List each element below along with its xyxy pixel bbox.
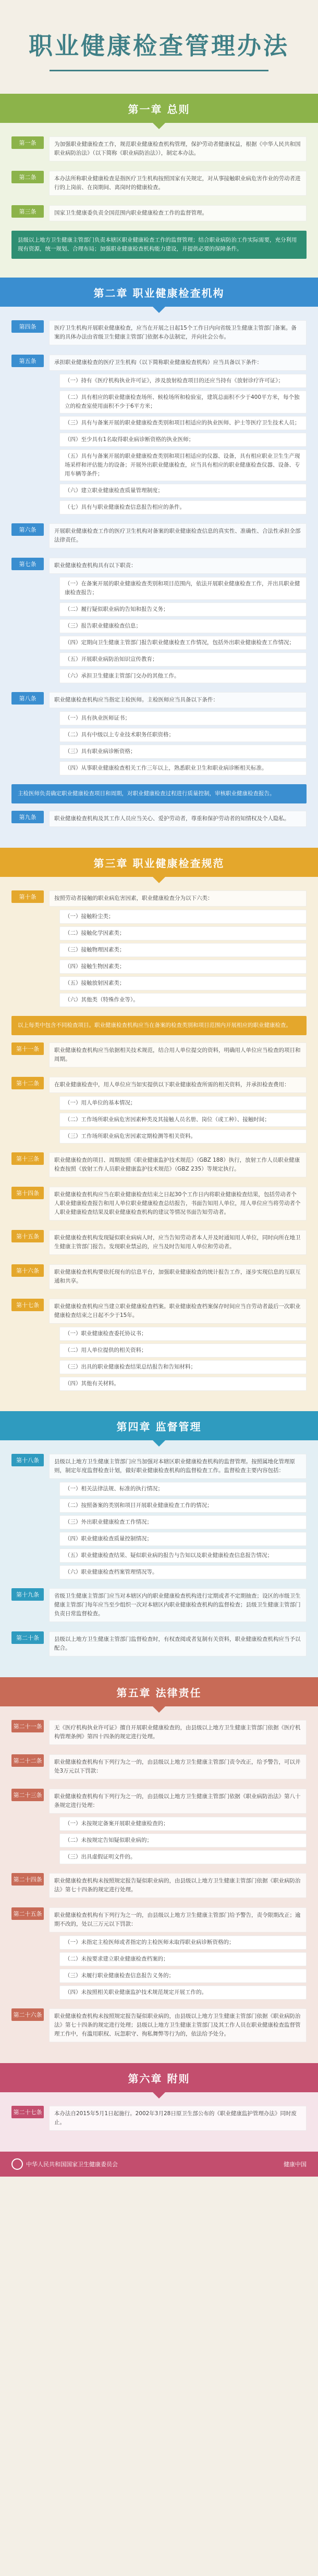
- article-list-item: （六）建立职业健康检查质量管理制度；: [59, 484, 307, 498]
- article: [11, 171, 307, 199]
- article: [11, 1588, 307, 1625]
- article-number-label: 第七条: [11, 558, 44, 570]
- article-body: [49, 1187, 307, 1224]
- article: [11, 1299, 307, 1393]
- article-list-item: （三）工作场所职业病危害因素定期检测等相关资料。: [59, 1129, 307, 1144]
- article: [11, 136, 307, 165]
- article-list-item: （二）履行疑似职业病的告知和报告义务；: [59, 602, 307, 617]
- article-number-label: 第十九条: [11, 1588, 44, 1601]
- article-list-item: （四）定期向卫生健康主管部门报告职业健康检查工作情况，包括外出职业健康检查工作情况；: [59, 636, 307, 650]
- article-body: [49, 1907, 307, 2002]
- article-paragraph: 职业健康检查机构有下列行为之一的，由县级以上地方卫生健康主管部门给予警告，责令限期改正；逾期不改的，处以三万元以下罚款：: [49, 1907, 307, 1932]
- chapter-banner: 第六章 附则: [0, 2063, 318, 2092]
- article-list-item: （六）承担卫生健康主管部门交办的其他工作。: [59, 669, 307, 683]
- article-paragraph: 省级卫生健康主管部门应当对本辖区内的职业健康检查机构进行定期或者不定期抽查；设区的市级卫生健康主管部门每年应当至少组织一次对本辖区内职业健康检查机构的监督检查；县级卫生健康主管部门负责日常监督检查。: [49, 1588, 307, 1622]
- article: [11, 890, 307, 1010]
- article-number-label: 第十四条: [11, 1187, 44, 1199]
- article-paragraph: 承担职业健康检查的医疗卫生机构（以下简称职业健康检查机构）应当具备以下条件：: [49, 355, 307, 371]
- article: [11, 811, 307, 830]
- article-body: [49, 558, 307, 686]
- article-paragraph: 职业健康检查机构有下列行为之一的，由县级以上地方卫生健康主管部门责令改正，给予警告，可以并处3万元以下罚款：: [49, 1754, 307, 1779]
- article-list-item: （六）其他类（特殊作业等）。: [59, 993, 307, 1007]
- chapter-section: [0, 1706, 318, 2063]
- chapter-section: [0, 1440, 318, 1677]
- article-number-label: 第三条: [11, 205, 44, 218]
- article-paragraph: 开展职业健康检查工作的医疗卫生机构对备案的职业健康检查信息的真实性、准确性、合法性承担全部法律责任。: [49, 523, 307, 548]
- article-paragraph: 职业健康检查机构应当建立职业健康检查档案。职业健康检查档案保存时间应当自劳动者最后一次职业健康检查结束之日起不少于15年。: [49, 1299, 307, 1324]
- article: [11, 1230, 307, 1258]
- article: [11, 1907, 307, 2002]
- article-number-label: 第十二条: [11, 1077, 44, 1089]
- article-list-item: （七）具有与职业健康检查信息报告相应的条件。: [59, 500, 307, 514]
- article-body: [49, 811, 307, 830]
- article-list-item: （三）出具的职业健康检查结果总结报告和告知材料；: [59, 1360, 307, 1374]
- article-number-label: 第九条: [11, 811, 44, 823]
- article: [11, 2008, 307, 2045]
- article: [11, 2106, 307, 2134]
- article-paragraph: 国家卫生健康委负责全国范围内职业健康检查工作的监督管理。: [49, 205, 307, 221]
- article-paragraph: 本办法所称职业健康检查是指医疗卫生机构按照国家有关规定，对从事接触职业病危害作业的劳动者进行的上岗前、在岗期间、离岗时的健康检查。: [49, 171, 307, 196]
- chapter-banner: 第四章 监督管理: [0, 1411, 318, 1440]
- article: [11, 1454, 307, 1582]
- article-paragraph: 职业健康检查机构要依托现有的信息平台，加强职业健康检查的统计报告工作，逐步实现信息的互联互通和共享。: [49, 1264, 307, 1289]
- article-list-item: （四）至少具有1名取得职业病诊断资格的执业医师；: [59, 433, 307, 447]
- chapter-banner: 第一章 总则: [0, 94, 318, 123]
- article-list-item: （三）外出职业健康检查工作情况；: [59, 1515, 307, 1529]
- article-number-label: 第八条: [11, 692, 44, 705]
- article-number-label: 第二条: [11, 171, 44, 183]
- article-list-item: （五）具有与备案开展的职业健康检查类别和项目相适应的仪器、设备，具有相应职业卫生生产现场采样和评估能力的设备；开展外出职业健康检查，应当具有相应的职业健康检查仪器、设备、专用车辆等条件；: [59, 449, 307, 481]
- article-paragraph: 本办法自2015年5月1日起施行。2002年3月28日原卫生部公布的《职业健康监护管理办法》同时废止。: [49, 2106, 307, 2131]
- article-paragraph: 职业健康检查机构有下列行为之一的，由县级以上地方卫生健康主管部门依据《职业病防治法》第八十条规定进行处理：: [49, 1789, 307, 1814]
- article-number-label: 第二十二条: [11, 1754, 44, 1767]
- article-body: [49, 1264, 307, 1292]
- article-list-item: （二）未按要求建立职业健康检查档案的；: [59, 1952, 307, 1966]
- article-paragraph: 职业健康检查机构应当依据相关技术规范，结合用人单位提交的资料，明确用人单位应当检查的项目和周期。: [49, 1042, 307, 1067]
- article-body: [49, 890, 307, 1010]
- article-list-item: （一）持有《医疗机构执业许可证》，涉及放射检查项目的还应当持有《放射诊疗许可证》；: [59, 374, 307, 388]
- article-paragraph: 医疗卫生机构开展职业健康检查，应当在开展之日起15个工作日内向省级卫生健康主管部门备案。备案的具体办法由省级卫生健康主管部门依据本办法制定，并向社会公布。: [49, 320, 307, 345]
- article: [11, 1754, 307, 1782]
- article-list-item: （一）未指定主检医师或者指定的主检医师未取得职业病诊断资格的；: [59, 1936, 307, 1950]
- footer-logo: [11, 2158, 118, 2170]
- article-number-label: 第二十四条: [11, 1873, 44, 1886]
- article-number-label: 第十六条: [11, 1264, 44, 1277]
- highlight-paragraph: 主检医师负责确定职业健康检查项目和周期，对职业健康检查过程进行质量控制，审核职业健康检查报告。: [11, 784, 307, 803]
- article-body: [49, 1042, 307, 1071]
- article-body: [49, 171, 307, 199]
- article-list-item: （二）按照备案的类别和项目开展职业健康检查工作的情况；: [59, 1499, 307, 1513]
- article-list-item: （三）报告职业健康检查信息；: [59, 619, 307, 633]
- article-paragraph: 在职业健康检查中，用人单位应当如实提供以下职业健康检查所需的相关资料，并承担检查费用：: [49, 1077, 307, 1093]
- article-number-label: 第二十三条: [11, 1789, 44, 1801]
- article-list-item: （二）具有中级以上专业技术职务任职资格；: [59, 728, 307, 742]
- article-paragraph: 职业健康检查机构发现疑似职业病病人时，应当告知劳动者本人并及时通知用人单位，同时向所在地卫生健康主管部门报告。发现职业禁忌的，应当及时告知用人单位和劳动者。: [49, 1230, 307, 1255]
- article: [11, 1264, 307, 1292]
- article-paragraph: 职业健康检查机构未按照规定报告疑似职业病的，由县级以上地方卫生健康主管部门依据《职业病防治法》第七十四条的规定进行处理；县级以上地方卫生健康主管部门及其工作人员在职业健康检查监督管理工作中，有滥用职权、玩忽职守、徇私舞弊等行为的，依法给予处分。: [49, 2008, 307, 2042]
- article-list-item: （五）开展职业病防治知识宣传教育；: [59, 652, 307, 667]
- chapter-banner: 第五章 法律责任: [0, 1677, 318, 1706]
- article-list-item: （一）接触粉尘类；: [59, 910, 307, 924]
- article-paragraph: 为加强职业健康检查工作，规范职业健康检查机构管理，保护劳动者健康权益，根据《中华人民共和国职业病防治法》（以下简称《职业病防治法》），制定本办法。: [49, 136, 307, 161]
- chapters-container: [0, 94, 318, 2152]
- highlight-paragraph: 县级以上地方卫生健康主管部门负责本辖区职业健康检查工作的监督管理；结合职业病防治工作实际需要，充分利用现有资源，统一规划、合理布局；加强职业健康检查机构能力建设，并提供必要的保障条件。: [11, 231, 307, 259]
- chapter-banner: 第三章 职业健康检查规范: [0, 848, 318, 877]
- chapter-section: [0, 123, 318, 278]
- article-list-item: （一）用人单位的基本情况；: [59, 1096, 307, 1110]
- article-paragraph: 县级以上地方卫生健康主管部门监督检查时，有权查阅或者复制有关资料，职业健康检查机构应当予以配合。: [49, 1631, 307, 1656]
- article-paragraph: 按照劳动者接触的职业病危害因素，职业健康检查分为以下六类：: [49, 890, 307, 907]
- article-body: [49, 320, 307, 348]
- article-number-label: 第十七条: [11, 1299, 44, 1311]
- article-list-item: （一）未按规定备案开展职业健康检查的；: [59, 1817, 307, 1831]
- article-number-label: 第十条: [11, 890, 44, 903]
- article-list-item: （四）接触生物因素类；: [59, 960, 307, 974]
- article: [11, 1077, 307, 1146]
- article-list-item: （三）出具虚假证明文件的。: [59, 1850, 307, 1864]
- article-paragraph: 职业健康检查的项目、周期按照《职业健康监护技术规范》（GBZ 188）执行，放射工作人员职业健康检查按照《放射工作人员职业健康监护技术规范》（GBZ 235）等规定执行。: [49, 1152, 307, 1177]
- article-list-item: （二）具有相应的职业健康检查场所、候检场所和检验室，建筑总面积不少于400平方米，每个独立的检查室使用面积不少于6平方米；: [59, 391, 307, 413]
- article-body: [49, 136, 307, 165]
- article: [11, 1631, 307, 1660]
- article-list-item: （一）具有执业医师证书；: [59, 711, 307, 725]
- article: [11, 1187, 307, 1224]
- article-paragraph: 职业健康检查机构具有以下职责：: [49, 558, 307, 574]
- article-body: [49, 523, 307, 551]
- article-body: [49, 1299, 307, 1393]
- article-number-label: 第六条: [11, 523, 44, 536]
- chapter-section: [0, 2092, 318, 2152]
- article-list-item: （三）未履行职业健康检查信息报告义务的；: [59, 1969, 307, 1983]
- article-paragraph: 无《医疗机构执业许可证》擅自开展职业健康检查的，由县级以上地方卫生健康主管部门依据《医疗机构管理条例》第四十四条的规定进行处理。: [49, 1720, 307, 1745]
- page-header: [0, 0, 318, 94]
- article-body: [49, 1720, 307, 1748]
- article-list-item: （一）职业健康检查委托协议书；: [59, 1327, 307, 1341]
- article-paragraph: 职业健康检查机构未按照规定报告疑似职业病的，由县级以上地方卫生健康主管部门依据《职业病防治法》第七十四条的规定进行处理。: [49, 1873, 307, 1898]
- article-list-item: （五）接触放射因素类；: [59, 976, 307, 990]
- article: [11, 1152, 307, 1180]
- chapter-section: [0, 877, 318, 1411]
- article-list-item: （三）具有与备案开展的职业健康检查类别和项目相适应的执业医师、护士等医疗卫生技术人员；: [59, 416, 307, 430]
- article-body: [49, 1152, 307, 1180]
- article-body: [49, 1454, 307, 1582]
- article-list-item: （四）职业健康检查质量控制情况；: [59, 1532, 307, 1546]
- article-body: [49, 1873, 307, 1901]
- article-list-item: （一）相关法律法规、标准的执行情况；: [59, 1482, 307, 1496]
- article-number-label: 第二十五条: [11, 1907, 44, 1920]
- chapter-section: [0, 307, 318, 848]
- article: [11, 355, 307, 517]
- article-paragraph: 职业健康检查机构及其工作人员应当关心、爱护劳动者，尊重和保护劳动者的知情权及个人隐私。: [49, 811, 307, 827]
- article: [11, 205, 307, 224]
- article-list-item: （三）接触物理因素类；: [59, 943, 307, 957]
- article-number-label: 第五条: [11, 355, 44, 367]
- article: [11, 1720, 307, 1748]
- article-number-label: 第一条: [11, 136, 44, 149]
- article-list-item: （四）未按照相关职业健康监护技术规范规定开展工作的。: [59, 1986, 307, 2000]
- article-number-label: 第十五条: [11, 1230, 44, 1242]
- article-list-item: （二）用人单位提供的相关资料；: [59, 1343, 307, 1358]
- title-underline: [50, 70, 268, 71]
- article-list-item: （四）从事职业健康检查相关工作三年以上，熟悉职业卫生和职业病诊断相关标准。: [59, 761, 307, 775]
- article-body: [49, 1588, 307, 1625]
- article-number-label: 第十一条: [11, 1042, 44, 1055]
- article-list-item: （二）工作场所职业病危害因素种类及其接触人员名册、岗位（或工种）、接触时间；: [59, 1113, 307, 1127]
- article-number-label: 第二十七条: [11, 2106, 44, 2118]
- article: [11, 523, 307, 551]
- article: [11, 558, 307, 686]
- article: [11, 320, 307, 348]
- article-number-label: 第四条: [11, 320, 44, 333]
- article-body: [49, 1754, 307, 1782]
- article-body: [49, 2106, 307, 2134]
- article-list-item: （六）职业健康检查档案管理情况等。: [59, 1565, 307, 1579]
- article-list-item: （二）接触化学因素类；: [59, 926, 307, 940]
- article-number-label: 第二十一条: [11, 1720, 44, 1732]
- footer-right-text: 健康中国: [284, 2161, 307, 2168]
- article-body: [49, 692, 307, 778]
- chapter-banner: 第二章 职业健康检查机构: [0, 278, 318, 307]
- article-body: [49, 2008, 307, 2045]
- article-body: [49, 1230, 307, 1258]
- article-list-item: （四）其他有关材料。: [59, 1377, 307, 1391]
- article-list-item: （一）在备案开展的职业健康检查类别和项目范围内，依法开展职业健康检查工作，并出具职业健康检查报告；: [59, 577, 307, 600]
- article-number-label: 第二十条: [11, 1631, 44, 1644]
- article-paragraph: 职业健康检查机构应当在职业健康检查结束之日起30个工作日内将职业健康检查结果，包括劳动者个人职业健康检查报告和用人单位职业健康检查总结报告，书面告知用人单位，用人单位应当将劳动者个人职业健康检查结果及职业健康检查机构的建议等情况书面告知劳动者。: [49, 1187, 307, 1221]
- footer: [0, 2152, 318, 2177]
- article-number-label: 第十八条: [11, 1454, 44, 1466]
- article-paragraph: 县级以上地方卫生健康主管部门应当加强对本辖区职业健康检查机构的监督管理。按照属地化管理原则，制定年度监督检查计划，做好职业健康检查机构的监督检查工作。监督检查主要内容包括：: [49, 1454, 307, 1479]
- article-list-item: （五）职业健康检查结果、疑似职业病的报告与告知以及职业健康检查信息报告情况；: [59, 1549, 307, 1563]
- article-paragraph: 职业健康检查机构应当指定主检医师。主检医师应当具备以下条件：: [49, 692, 307, 708]
- article: [11, 1873, 307, 1901]
- article-number-label: 第二十六条: [11, 2008, 44, 2021]
- article-list-item: （二）未按规定告知疑似职业病的；: [59, 1833, 307, 1848]
- highlight-paragraph: 以上每类中包含不同检查项目。职业健康检查机构应当在备案的检查类别和项目范围内开展相应的职业健康检查。: [11, 1016, 307, 1035]
- article: [11, 1789, 307, 1867]
- article-body: [49, 1077, 307, 1146]
- article: [11, 1042, 307, 1071]
- article-body: [49, 1631, 307, 1660]
- article-body: [49, 1789, 307, 1867]
- article-number-label: 第十三条: [11, 1152, 44, 1165]
- article-list-item: （三）具有职业病诊断资格；: [59, 745, 307, 759]
- article: [11, 692, 307, 778]
- page-title: 职业健康检查管理办法: [29, 32, 289, 60]
- article-body: [49, 355, 307, 517]
- emblem-icon: [11, 2158, 23, 2170]
- article-body: [49, 205, 307, 224]
- footer-left-text: 中华人民共和国国家卫生健康委员会: [26, 2161, 118, 2168]
